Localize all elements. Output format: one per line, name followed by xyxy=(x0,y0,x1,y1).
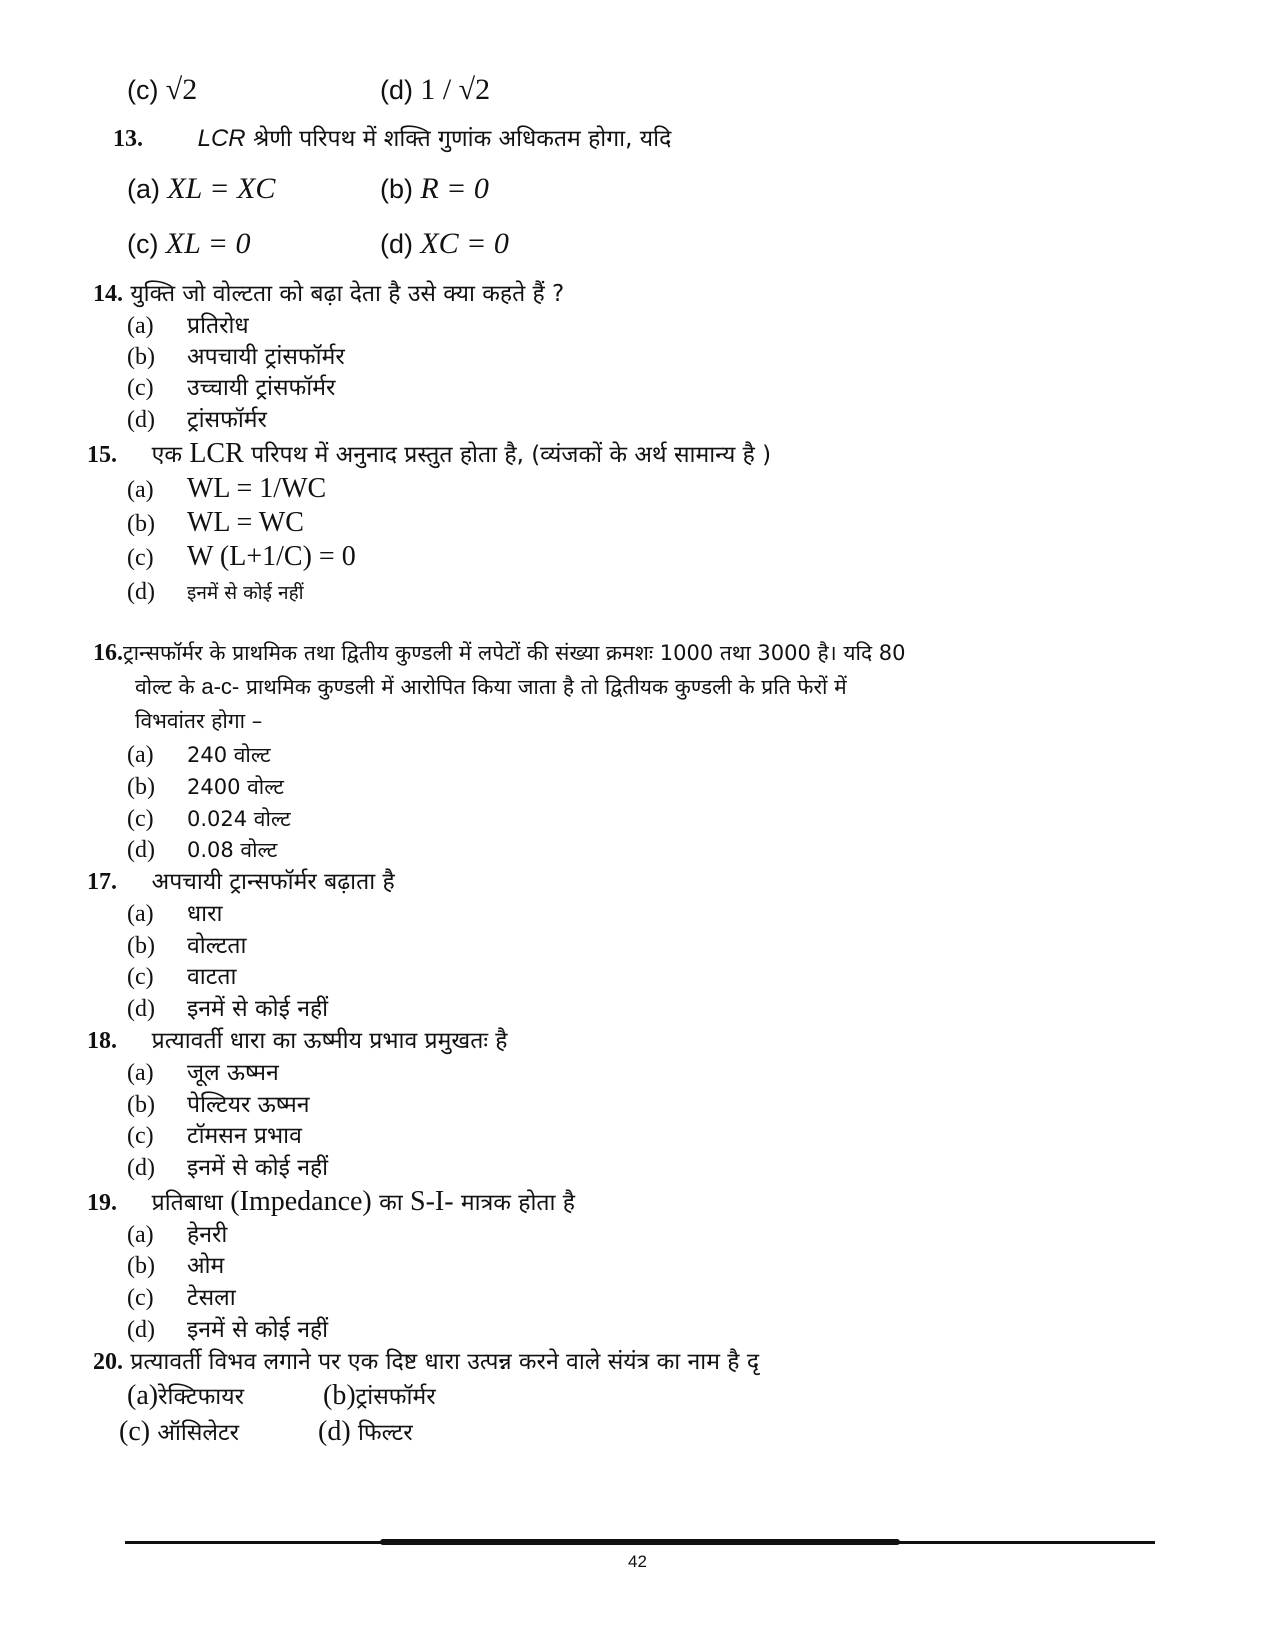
option-label: (a) xyxy=(127,477,154,503)
question-text-part: एक xyxy=(151,442,183,468)
option-value: XL = XC xyxy=(167,172,276,205)
q14-option-d xyxy=(127,405,267,435)
q12-option-c xyxy=(127,75,197,107)
option-value: XC = 0 xyxy=(420,227,509,260)
option-label: (a) xyxy=(127,1222,154,1248)
question-text-line: विभवांतर होगा – xyxy=(135,709,263,733)
question-18 xyxy=(87,1026,508,1056)
option-value: टेसला xyxy=(187,1285,236,1311)
q17-option-b xyxy=(127,931,246,961)
option-value: इनमें से कोई नहीं xyxy=(187,1317,329,1343)
q18-option-c xyxy=(127,1121,302,1151)
q18-option-a xyxy=(127,1058,279,1088)
q12-option-d xyxy=(380,75,490,107)
option-label: (d) xyxy=(127,579,155,605)
question-number: 14. xyxy=(93,281,123,307)
option-value: √2 xyxy=(165,73,198,106)
question-text-part: परिपथ में अनुनाद प्रस्तुत होता है, (व्यंजकों के अर्थ सामान्य है ) xyxy=(251,442,772,468)
q13-option-b xyxy=(380,174,489,206)
q13-option-c xyxy=(127,229,251,261)
option-label: (d) xyxy=(127,1317,155,1343)
question-text-part: वोल्ट के xyxy=(135,675,195,699)
question-16 xyxy=(93,638,906,668)
question-number: 19. xyxy=(87,1190,117,1216)
option-value: उच्चायी ट्रांसफॉर्मर xyxy=(187,375,336,401)
question-text: प्रत्यावर्ती धारा का ऊष्मीय प्रभाव प्रमुखतः है xyxy=(151,1028,508,1054)
q15-option-a xyxy=(127,474,326,505)
option-value: ट्रांसफॉर्मर xyxy=(187,407,267,433)
q17-option-a xyxy=(127,899,222,929)
q15-option-c xyxy=(127,542,356,573)
option-label: (a) xyxy=(127,742,154,768)
q20-option-d xyxy=(318,1417,413,1448)
q16-line-3 xyxy=(135,706,262,736)
q19-option-a xyxy=(127,1220,227,1250)
question-20 xyxy=(93,1347,759,1377)
question-text-part: का xyxy=(379,1190,403,1216)
option-value: पेल्टियर ऊष्मन xyxy=(187,1092,310,1118)
question-text: श्रेणी परिपथ में शक्ति गुणांक अधिकतम होगा, यदि xyxy=(252,126,672,152)
option-label: (c) xyxy=(127,229,159,259)
q14-option-a xyxy=(127,311,249,341)
option-value: ओम xyxy=(187,1253,225,1279)
q17-option-d xyxy=(127,994,328,1024)
option-label: (a) xyxy=(127,901,154,927)
option-label: (d) xyxy=(127,407,155,433)
option-label: (b) xyxy=(127,1253,155,1279)
option-value: WL = WC xyxy=(187,507,304,538)
option-value: ट्रांसफॉर्मर xyxy=(355,1384,436,1410)
q14-option-b xyxy=(127,342,345,372)
page-number: 42 xyxy=(628,1552,647,1571)
q18-option-b xyxy=(127,1090,310,1120)
q14-option-c xyxy=(127,373,335,403)
option-value: टॉमसन प्रभाव xyxy=(187,1123,302,1149)
q17-option-c xyxy=(127,962,236,992)
option-label: (b) xyxy=(380,174,413,204)
option-label: (c) xyxy=(127,1285,154,1311)
option-label: (c) xyxy=(119,1416,151,1447)
question-text-part: S-I- xyxy=(410,1186,454,1217)
question-14 xyxy=(93,279,564,309)
q20-option-a xyxy=(127,1381,244,1412)
question-text-line: ट्रान्सफॉर्मर के प्राथमिक तथा द्वितीय कुण्डली में लपेटों की संख्या क्रमशः 1000 तथा 3000 है। यदि 80 xyxy=(123,641,906,665)
option-label: (a) xyxy=(127,1060,154,1086)
q16-option-a xyxy=(127,740,271,770)
option-value: इनमें से कोई नहीं xyxy=(187,582,304,604)
option-label: (b) xyxy=(323,1380,356,1411)
question-text-part: LCR xyxy=(189,438,244,469)
question-number: 15. xyxy=(87,442,117,468)
option-value: 1 / √2 xyxy=(420,73,491,106)
option-label: (c) xyxy=(127,1123,154,1149)
q15-option-d xyxy=(127,577,304,608)
question-number: 17. xyxy=(87,869,117,895)
q19-option-d xyxy=(127,1315,328,1345)
option-label: (d) xyxy=(127,837,155,863)
option-label: (b) xyxy=(127,344,155,370)
question-text-part: a-c- xyxy=(201,674,240,699)
option-value: प्रतिरोध xyxy=(187,313,249,339)
option-value: 2400 वोल्ट xyxy=(187,775,284,799)
option-value: रेक्टिफायर xyxy=(158,1384,245,1410)
q19-option-c xyxy=(127,1283,236,1313)
option-label: (d) xyxy=(318,1416,351,1447)
option-label: (c) xyxy=(127,75,159,105)
question-13 xyxy=(113,124,671,154)
option-label: (d) xyxy=(380,229,413,259)
option-label: (b) xyxy=(127,511,155,537)
option-label: (c) xyxy=(127,545,154,571)
question-number: 20. xyxy=(93,1349,123,1375)
option-value: XL = 0 xyxy=(165,227,251,260)
q18-option-d xyxy=(127,1153,328,1183)
footer-rule-thick xyxy=(380,1539,900,1545)
q16-line-2 xyxy=(135,672,847,702)
question-number: 13. xyxy=(113,126,143,152)
option-value: 0.08 वोल्ट xyxy=(187,838,278,862)
q19-option-b xyxy=(127,1251,224,1281)
option-value: 0.024 वोल्ट xyxy=(187,807,291,831)
option-value: W (L+1/C) = 0 xyxy=(187,541,356,572)
question-text: अपचायी ट्रान्सफॉर्मर बढ़ाता है xyxy=(151,869,395,895)
option-value: 240 वोल्ट xyxy=(187,743,271,767)
option-label: (d) xyxy=(127,1155,155,1181)
q20-option-c xyxy=(119,1417,239,1448)
question-15 xyxy=(87,439,771,470)
question-number: 18. xyxy=(87,1028,117,1054)
question-text-part: प्रतिबाधा xyxy=(151,1190,223,1216)
q13-option-d xyxy=(380,229,509,261)
option-label: (b) xyxy=(127,774,155,800)
q13-option-a xyxy=(127,174,275,206)
question-text-part: (Impedance) xyxy=(230,1186,372,1217)
question-text: युक्ति जो वोल्टता को बढ़ा देता है उसे क्या कहते हैं ? xyxy=(130,281,565,307)
option-label: (d) xyxy=(127,996,155,1022)
option-value: वाटता xyxy=(187,964,237,990)
q16-option-d xyxy=(127,835,277,865)
option-label: (a) xyxy=(127,1380,159,1411)
question-text: प्रत्यावर्ती विभव लगाने पर एक दिष्ट धारा उत्पन्न करने वाले संयंत्र का नाम है दृ xyxy=(130,1349,760,1375)
question-text-part: प्राथमिक कुण्डली में आरोपित किया जाता है तो द्वितीयक कुण्डली के प्रति फेरों में xyxy=(245,675,847,699)
option-label: (b) xyxy=(127,1092,155,1118)
option-value: WL = 1/WC xyxy=(187,473,327,504)
q16-option-b xyxy=(127,772,284,802)
question-17 xyxy=(87,867,395,897)
option-value: हेनरी xyxy=(187,1222,228,1248)
option-label: (c) xyxy=(127,375,154,401)
q15-option-b xyxy=(127,508,304,539)
q16-option-c xyxy=(127,804,291,834)
option-value: धारा xyxy=(187,901,223,927)
option-label: (d) xyxy=(380,75,413,105)
option-label: (c) xyxy=(127,964,154,990)
option-label: (b) xyxy=(127,933,155,959)
question-number: 16. xyxy=(93,640,123,666)
option-value: R = 0 xyxy=(420,172,489,205)
option-value: वोल्टता xyxy=(187,933,247,959)
option-label: (c) xyxy=(127,806,154,832)
option-value: अपचायी ट्रांसफॉर्मर xyxy=(187,344,345,370)
question-prefix: LCR xyxy=(197,125,246,152)
option-value: फिल्टर xyxy=(357,1420,413,1446)
q20-option-b xyxy=(323,1381,436,1412)
question-text-part: मात्रक होता है xyxy=(460,1190,576,1216)
option-value: इनमें से कोई नहीं xyxy=(187,996,329,1022)
question-19 xyxy=(87,1187,575,1218)
option-label: (a) xyxy=(127,174,160,204)
option-value: जूल ऊष्मन xyxy=(187,1060,279,1086)
option-value: ऑसिलेटर xyxy=(157,1420,240,1446)
option-label: (a) xyxy=(127,313,154,339)
option-value: इनमें से कोई नहीं xyxy=(187,1155,329,1181)
